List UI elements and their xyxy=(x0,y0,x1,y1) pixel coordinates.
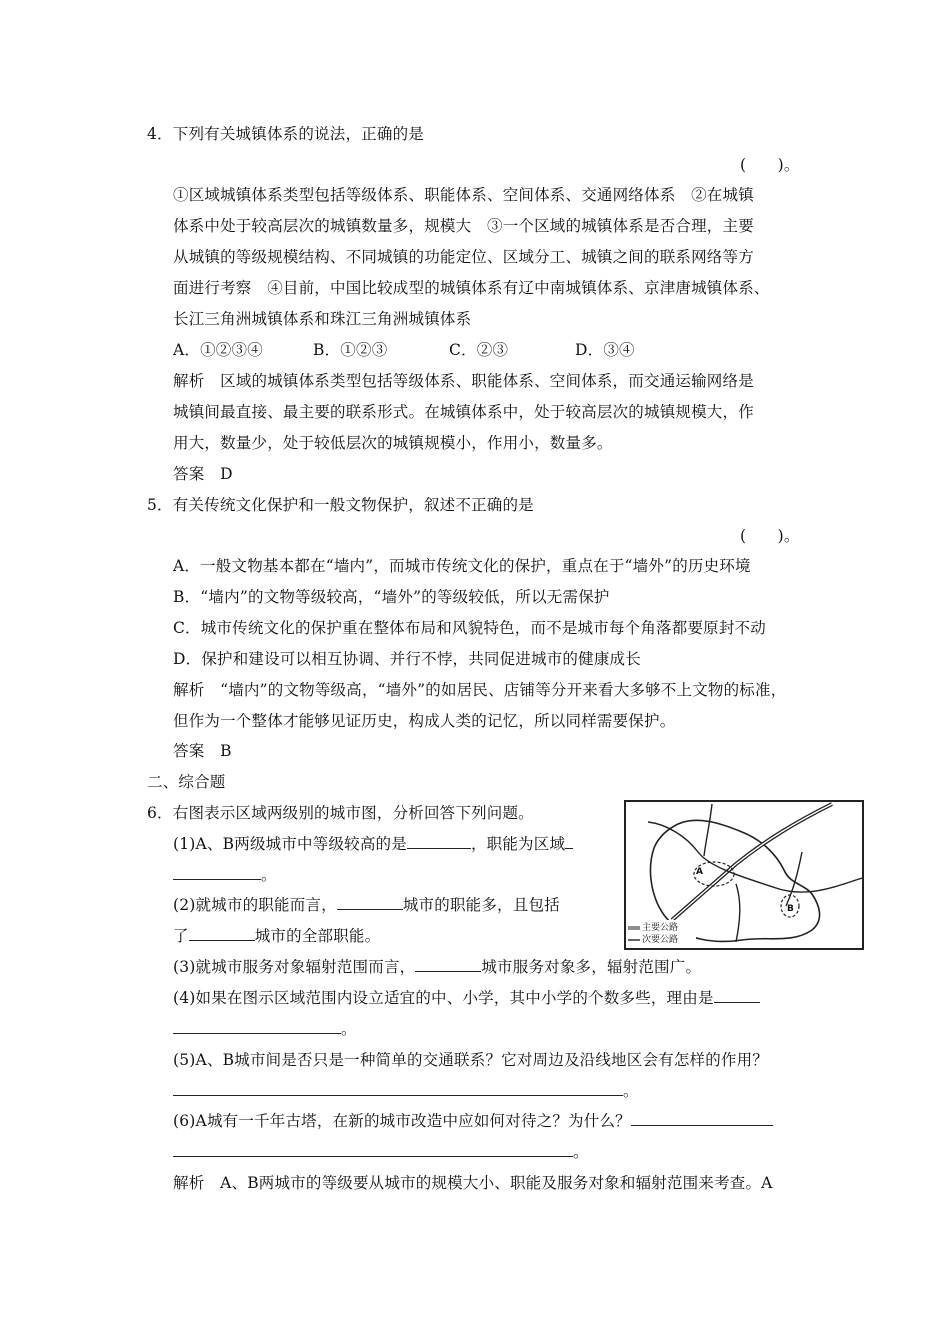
q6-analysis: 解析 A、B两城市的等级要从城市的规模大小、职能及服务对象和辐射范围来考查。A xyxy=(173,1174,773,1192)
q6-part2-line2 xyxy=(173,926,380,946)
q4-body-line: 体系中处于较高层次的城镇数量多，规模大 ③一个区域的城镇体系是否合理，主要 xyxy=(173,217,754,235)
city-b-label: B xyxy=(787,904,794,914)
q4-body-line: 面进行考察 ④目前，中国比较成型的城镇体系有辽中南城镇体系、京津唐城镇体系、 xyxy=(173,279,770,297)
q4-body-line: 从城镇的等级规模结构、不同城镇的功能定位、区域分工、城镇之间的联系网络等方 xyxy=(173,248,754,266)
q5-stem: 5．有关传统文化保护和一般文物保护，叙述不正确的是 xyxy=(147,496,534,514)
q6-part4-blank-a[interactable] xyxy=(714,988,760,1003)
q6-part2-blank-2[interactable] xyxy=(189,926,255,941)
q6-part6-line1 xyxy=(173,1111,773,1131)
q5-answer: 答案 B xyxy=(173,742,232,760)
q6-part6-blank-b[interactable] xyxy=(173,1142,573,1157)
q5-option-b: B．“墙内”的文物等级较高，“墙外”的等级较低，所以无需保护 xyxy=(173,588,610,606)
section-heading: 二、综合题 xyxy=(147,773,226,791)
q6-part2-text-d: 城市的全部职能。 xyxy=(254,927,381,945)
q6-part6-line2 xyxy=(173,1142,589,1162)
q4-stem: 4．下列有关城镇体系的说法，正确的是 xyxy=(147,125,424,143)
legend-main-road: 主要公路 xyxy=(642,923,679,933)
q6-part4-blank-b[interactable] xyxy=(173,1019,341,1034)
q5-option-c: C．城市传统文化的保护重在整体布局和风貌特色，而不是城市每个角落都要原封不动 xyxy=(173,619,766,637)
q6-part4-end: 。 xyxy=(341,1020,357,1038)
q4-body-line: ①区域城镇体系类型包括等级体系、职能体系、空间体系、交通网络体系 ②在城镇 xyxy=(173,186,754,204)
q6-part1-end: 。 xyxy=(261,866,277,884)
minor-road xyxy=(704,804,712,856)
q6-part1-text-a: (1)A、B两级城市中等级较高的是 xyxy=(173,835,407,853)
q4-option-a: A．①②③④ xyxy=(173,341,263,359)
q4-option-d: D．③④ xyxy=(575,341,635,359)
q6-part3-text-a: (3)就城市服务对象辐射范围而言， xyxy=(173,958,416,976)
q6-part2-text-b: 城市的职能多，且包括 xyxy=(402,896,560,914)
q6-part1-blank-1[interactable] xyxy=(407,834,471,849)
q6-part1-line2 xyxy=(173,865,277,885)
q4-answer: 答案 D xyxy=(173,465,233,483)
legend-minor-road: 次要公路 xyxy=(642,935,679,945)
q6-part1-blank-2a[interactable] xyxy=(565,834,573,849)
q6-part3-text-b: 城市服务对象多，辐射范围广。 xyxy=(481,958,702,976)
q5-option-a: A．一般文物基本都在“墙内”，而城市传统文化的保护，重点在于“墙外”的历史环境 xyxy=(173,557,751,575)
q6-part2-text-c: 了 xyxy=(173,927,189,945)
q6-part6-text: (6)A城有一千年古塔，在新的城市改造中应如何对待之？为什么？ xyxy=(173,1112,631,1130)
q4-option-c: C．②③ xyxy=(449,341,509,359)
q4-analysis-line: 城镇间最直接、最主要的联系形式。在城镇体系中，处于较高层次的城镇规模大，作 xyxy=(173,403,754,421)
q6-part4-line1 xyxy=(173,988,760,1008)
q5-analysis-line: 解析 “墙内”的文物等级高，“墙外”的如居民、店铺等分开来看大多够不上文物的标准， xyxy=(173,681,787,699)
q6-stem: 6．右图表示区域两级别的城市图，分析回答下列问题。 xyxy=(147,804,534,822)
q6-part1-blank-2b[interactable] xyxy=(173,865,261,880)
minor-road xyxy=(648,822,862,892)
q6-part5-line1: (5)A、B城市间是否只是一种简单的交通联系？它对周边及沿线地区会有怎样的作用？ xyxy=(173,1051,769,1069)
q6-part2-line1 xyxy=(173,895,560,915)
q5-answer-paren: ( )。 xyxy=(740,527,800,545)
minor-road xyxy=(736,884,740,942)
q5-option-d: D．保护和建设可以相互协调、并行不悖，共同促进城市的健康成长 xyxy=(173,650,641,668)
city-map-figure xyxy=(624,800,864,950)
q4-analysis-line: 解析 区域的城镇体系类型包括等级体系、职能体系、空间体系，而交通运输网络是 xyxy=(173,372,754,390)
q6-part6-end: 。 xyxy=(573,1143,589,1161)
q6-part4-line2 xyxy=(173,1019,357,1039)
q6-part1-line1 xyxy=(173,834,573,854)
q6-part2-blank-1[interactable] xyxy=(337,895,403,910)
q6-part5-end: 。 xyxy=(623,1082,639,1100)
q4-body-line: 长江三角洲城镇体系和珠江三角洲城镇体系 xyxy=(173,310,472,328)
city-a-label: A xyxy=(696,867,703,877)
q6-part3-line xyxy=(173,957,701,977)
q4-answer-paren: ( )。 xyxy=(740,156,800,174)
minor-road xyxy=(786,852,802,906)
q4-analysis-line: 用大，数量少，处于较低层次的城镇规模小，作用小，数量多。 xyxy=(173,434,613,452)
q6-part2-text-a: (2)就城市的职能而言， xyxy=(173,896,337,914)
main-highway xyxy=(672,804,832,920)
q6-part6-blank-a[interactable] xyxy=(631,1111,773,1126)
q6-part4-text: (4)如果在图示区域范围内设立适宜的中、小学，其中小学的个数多些，理由是 xyxy=(173,989,714,1007)
q6-part1-text-b: ，职能为区域 xyxy=(470,835,566,853)
q5-analysis-line: 但作为一个整体才能够见证历史，构成人类的记忆，所以同样需要保护。 xyxy=(173,712,676,730)
q6-part3-blank[interactable] xyxy=(415,957,481,972)
q6-part5-line2 xyxy=(173,1081,639,1101)
q4-option-b: B．①②③ xyxy=(313,341,388,359)
q6-part5-blank[interactable] xyxy=(173,1081,623,1096)
